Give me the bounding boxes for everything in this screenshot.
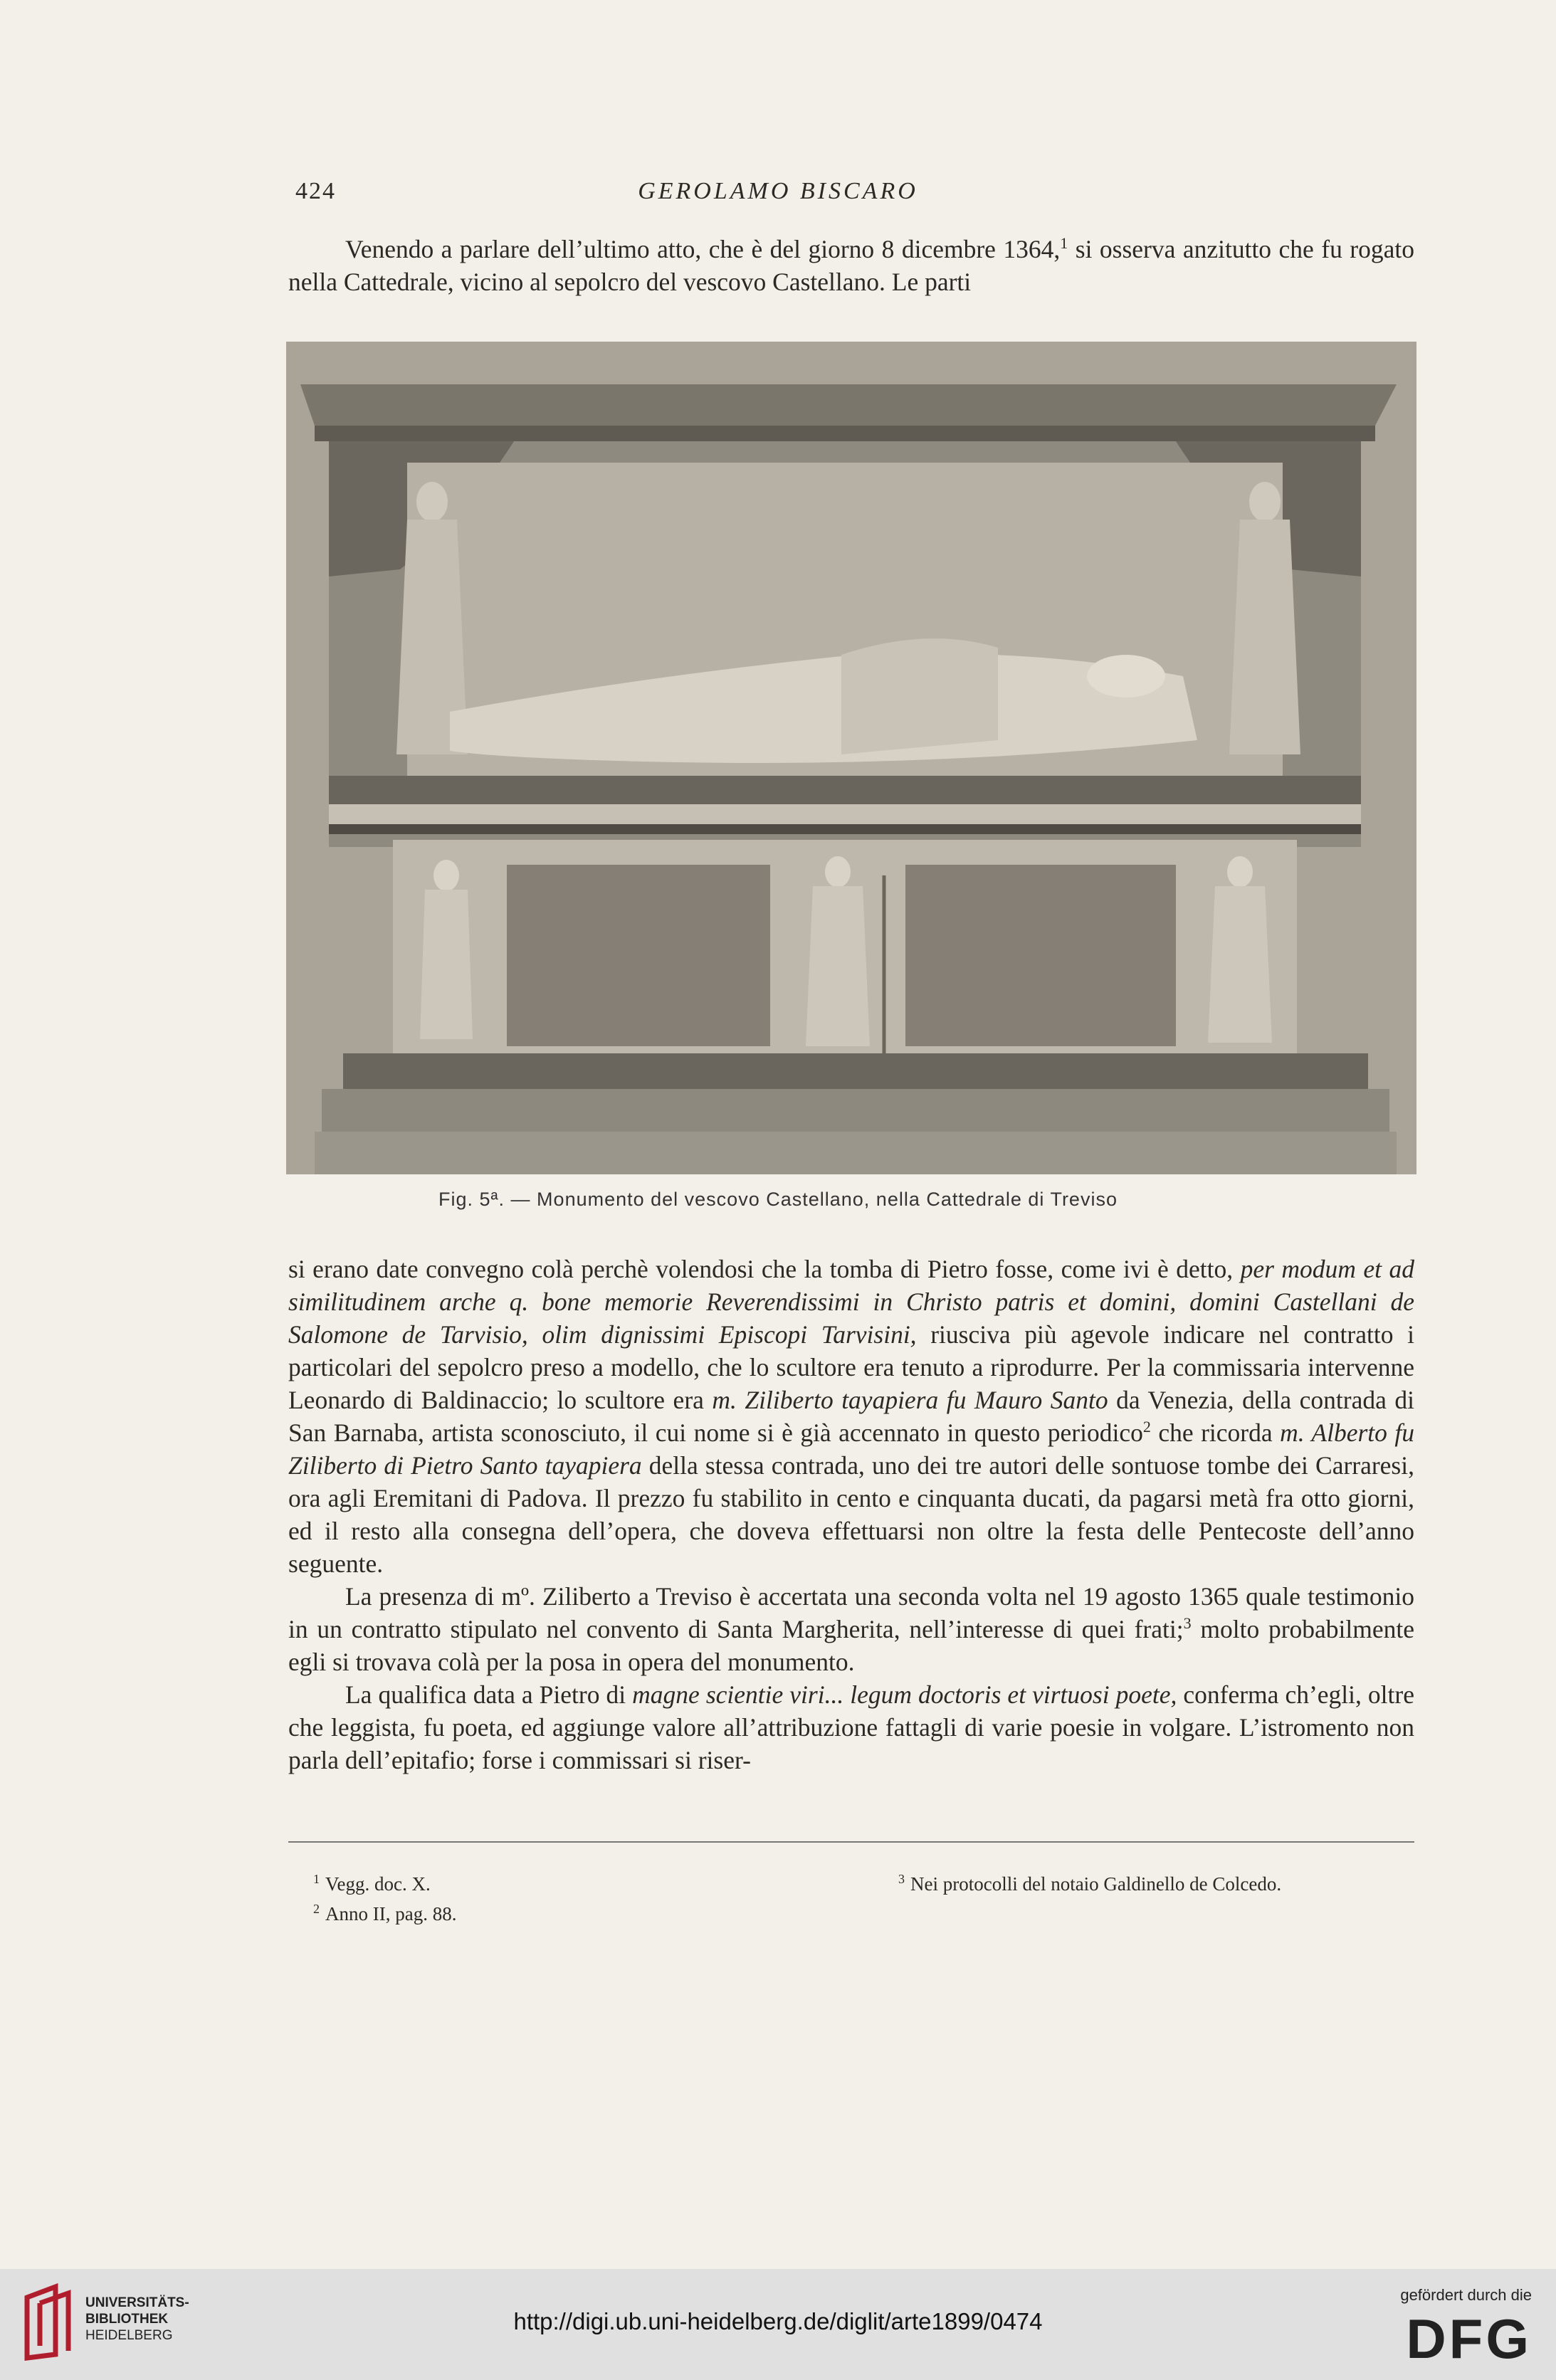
monument-photograph	[286, 342, 1416, 1174]
running-title: GEROLAMO BISCARO	[638, 178, 918, 204]
body-text-main	[288, 1253, 1414, 1776]
running-head	[0, 178, 1556, 214]
paragraph-ziliberto	[288, 1580, 1414, 1678]
latin-quote: m. Alberto fu Ziliberto di Pietro Santo tayapiera	[288, 1418, 1414, 1480]
footnote-ref: 2	[1142, 1418, 1151, 1436]
latin-quote: magne scientie viri... legum doctoris et virtuosi poete,	[632, 1680, 1177, 1709]
text-run: riusciva più agevole indicare nel contratto i particolari del sepolcro preso a modello, che lo scultore era tenuto a riprodurre. Per la commissaria intervenne Leonardo di Baldinaccio; lo scultore era	[288, 1320, 1414, 1414]
latin-quote: per modum et ad similitudinem arche q. bone memorie Reverendissimi in Christo patris et domini, domini Castellani de Salomone de Tarvisio, olim dignissimi Episcopi Tarvisini,	[288, 1255, 1414, 1349]
text-run: da Venezia, della contrada di San Barnaba, artista sconosciuto, il cui nome si è già accennato in questo periodico	[288, 1386, 1414, 1447]
latin-quote: m. Ziliberto tayapiera fu Mauro Santo	[712, 1386, 1108, 1414]
paragraph-intro	[288, 233, 1414, 298]
text-run: La presenza di mº. Ziliberto a Treviso è accertata una seconda volta nel 19 agosto 1365 quale testimonio in un contratto stipulato nel convento di Santa Margherita, nell’interesse di quei frati;	[288, 1582, 1414, 1643]
library-name-line: UNIVERSITÄTS-	[85, 2295, 189, 2310]
library-name-line: HEIDELBERG	[85, 2328, 173, 2343]
library-name-line: BIBLIOTHEK	[85, 2312, 169, 2327]
footnote-ref: 3	[1183, 1614, 1192, 1633]
footnote-2	[313, 1895, 456, 1928]
funding-note: gefördert durch die	[1400, 2286, 1532, 2304]
body-text-top	[288, 233, 1414, 298]
text-run: della stessa contrada, uno dei tre autori delle sontuose tombe dei Carraresi, ora agli Eremitani di Padova. Il prezzo fu stabilito in cento e cinquanta ducati, da pagarsi metà fra otto giorni, ed il resto alla consegna dell’opera, che doveva effettuarsi non oltre la festa delle Pentecoste dell’anno seguente.	[288, 1451, 1414, 1578]
footnote-text: Nei protocolli del notaio Galdinello de Colcedo.	[910, 1873, 1282, 1895]
text-run: si erano date convegno colà perchè volendosi che la tomba di Pietro fosse, come ivi è detto,	[288, 1255, 1241, 1283]
footnote-ref: 1	[1060, 234, 1068, 253]
dfg-logo: DFG	[1406, 2307, 1532, 2370]
footnote-mark: 2	[313, 1902, 320, 1916]
paragraph-continuation	[288, 1253, 1414, 1580]
footnote-3	[898, 1865, 1281, 1898]
footnote-rule	[288, 1841, 1414, 1843]
footnote-text: Vegg. doc. X.	[325, 1873, 431, 1895]
figure-caption: Fig. 5ª. — Monumento del vescovo Castellano, nella Cattedrale di Treviso	[438, 1189, 1118, 1210]
text-run: si osserva anzitutto che fu rogato nella Cattedrale, vicino al sepolcro del vescovo Castellano. Le parti	[288, 235, 1414, 296]
paragraph-qualifica	[288, 1678, 1414, 1776]
page-number: 424	[295, 178, 336, 204]
text-run: che ricorda	[1150, 1418, 1281, 1447]
monument-illustration	[286, 342, 1416, 1174]
text-run: conferma ch’egli, oltre che leggista, fu poeta, ed aggiunge valore all’attribuzione fattagli di varie poesie in volgare. L’istromento non parla dell’epitafio; forse i commissari si riser-	[288, 1680, 1414, 1774]
text-run: molto probabilmente egli si trovava colà per la posa in opera del monumento.	[288, 1615, 1414, 1676]
text-run: La qualifica data a Pietro di	[345, 1680, 633, 1709]
text-run: Venendo a parlare dell’ultimo atto, che è del giorno 8 dicembre 1364,	[345, 235, 1061, 263]
permalink-url[interactable]: http://digi.ub.uni-heidelberg.de/diglit/arte1899/0474	[513, 2308, 1043, 2334]
footnote-text: Anno II, pag. 88.	[325, 1903, 457, 1924]
digitization-footer	[0, 2269, 1556, 2380]
footnote-mark: 3	[898, 1872, 905, 1886]
footnote-1	[313, 1865, 431, 1898]
footnote-mark: 1	[313, 1872, 320, 1886]
